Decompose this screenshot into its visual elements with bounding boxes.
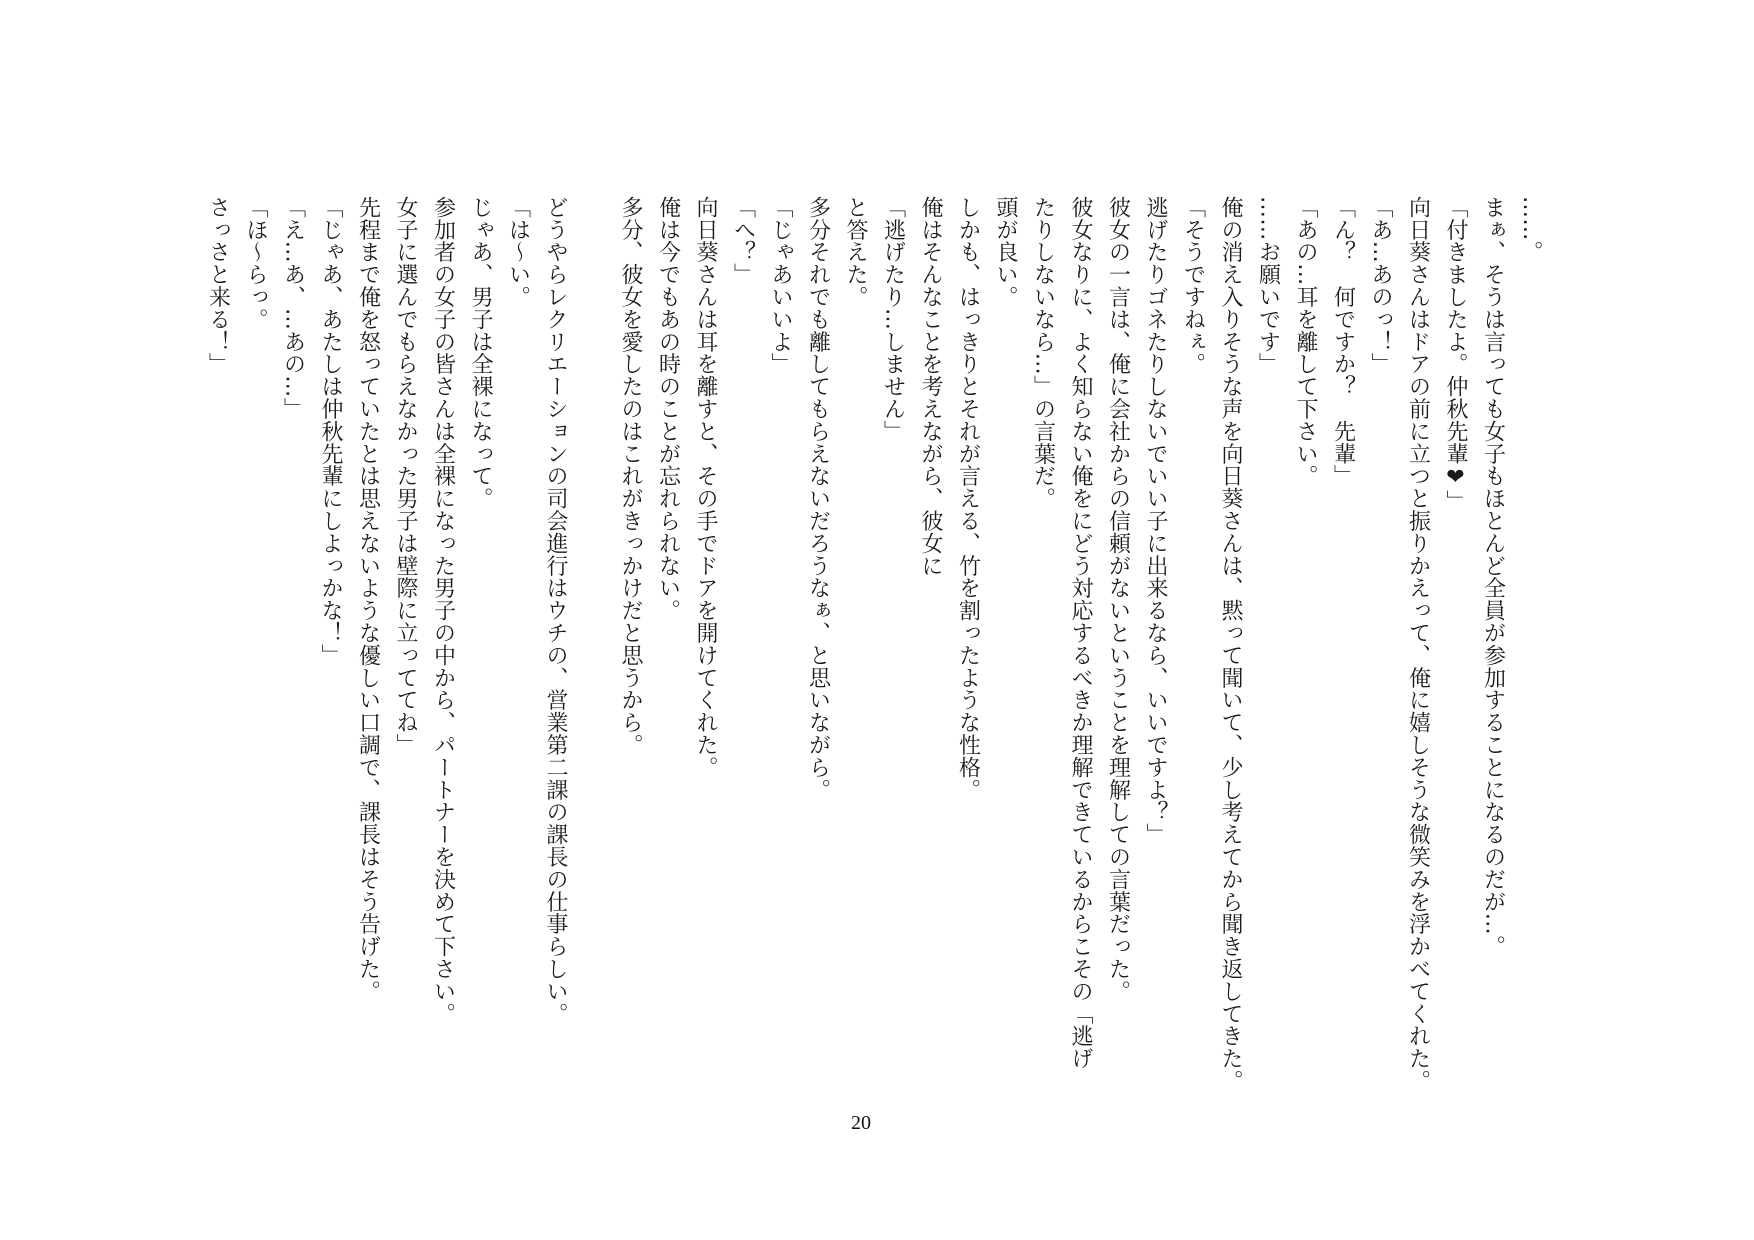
text-line: どうやらレクリエーションの司会進行はウチの、営業第二課の課長の仕事らしい。: [543, 196, 568, 1025]
text-line: 「ん？ 何ですか？ 先輩」: [1330, 196, 1356, 488]
text-line: 多分、彼女を愛したのはこれがきっかけだと思うから。: [618, 196, 643, 756]
text-line: 向日葵さんは耳を離すと、その手でドアを開けてくれた。: [693, 196, 718, 779]
text-line: 女子に選んでもらえなかった男子は壁際に立っててね」: [393, 196, 418, 756]
text-line: 俺はそんなことを考えながら、彼女に: [918, 196, 943, 577]
text-line: 「付きましたよ。仲秋先輩❤」: [1443, 196, 1468, 513]
text-line: 「へ？」: [730, 196, 756, 286]
text-line: 「あの…耳を離して下さい。: [1293, 196, 1318, 488]
text-line: 多分それでも離してもらえないだろうなぁ、と思いながら。: [805, 196, 831, 801]
text-line: 俺の消え入りそうな声を向日葵さんは、黙って聞いて、少し考えてから聞き返してきた。: [1218, 196, 1243, 1092]
text-line: 先程まで俺を怒っていたとは思えないような優しい口調で、課長はそう告げた。: [355, 196, 381, 1003]
text-line: 「ほ～らっ。: [243, 196, 268, 331]
text-line: 「あ…あのっ！」: [1368, 196, 1393, 376]
text-line: 頭が良い。: [993, 196, 1018, 308]
text-line: 「は～い。: [505, 196, 531, 308]
text-line: 「そうですねぇ。: [1180, 196, 1206, 376]
text-line: 逃げたりゴネたりしないでいい子に出来るなら、いいですよ？」: [1143, 196, 1168, 846]
text-line: 参加者の女子の皆さんは全裸になった男子の中から、パートナーを決めて下さい。: [430, 196, 456, 1025]
text-line: しかも、はっきりとそれが言える、竹を割ったような性格。: [955, 196, 981, 801]
text-line: 「逃げたり…しません」: [880, 196, 906, 443]
text-line: じゃあ、男子は全裸になって。: [468, 196, 493, 510]
text-line: 彼女なりに、よく知らない俺をにどう対応するべきか理解できているからこその「逃げ: [1068, 196, 1093, 1070]
text-line: 俺は今でもあの時のことが忘れられない。: [655, 196, 681, 622]
text-line: まぁ、そうは言っても女子もほとんど全員が参加することになるのだが…。: [1480, 196, 1506, 958]
text-line: たりしないなら…」の言葉だ。: [1030, 196, 1056, 510]
text-line: さっさと来る！」: [205, 196, 231, 376]
text-line: ……お願いです」: [1255, 196, 1281, 376]
blank-line: [574, 196, 612, 1096]
text-line: と答えた。: [843, 196, 868, 308]
vertical-text-body: [199, 196, 1549, 1096]
text-line: 「じゃあ、あたしは仲秋先輩にしよっかな！」: [318, 196, 343, 667]
page-number: 20: [851, 1112, 871, 1134]
text-line: 彼女の一言は、俺に会社からの信頼がないということを理解しての言葉だった。: [1105, 196, 1131, 1003]
text-line: 「じゃあいいよ」: [768, 196, 793, 376]
text-line: 「え…あ、…あの…」: [280, 196, 306, 420]
text-line: 向日葵さんはドアの前に立つと振りかえって、俺に嬉しそうな微笑みを浮かべてくれた。: [1405, 196, 1431, 1092]
text-line: ……。: [1518, 196, 1543, 264]
